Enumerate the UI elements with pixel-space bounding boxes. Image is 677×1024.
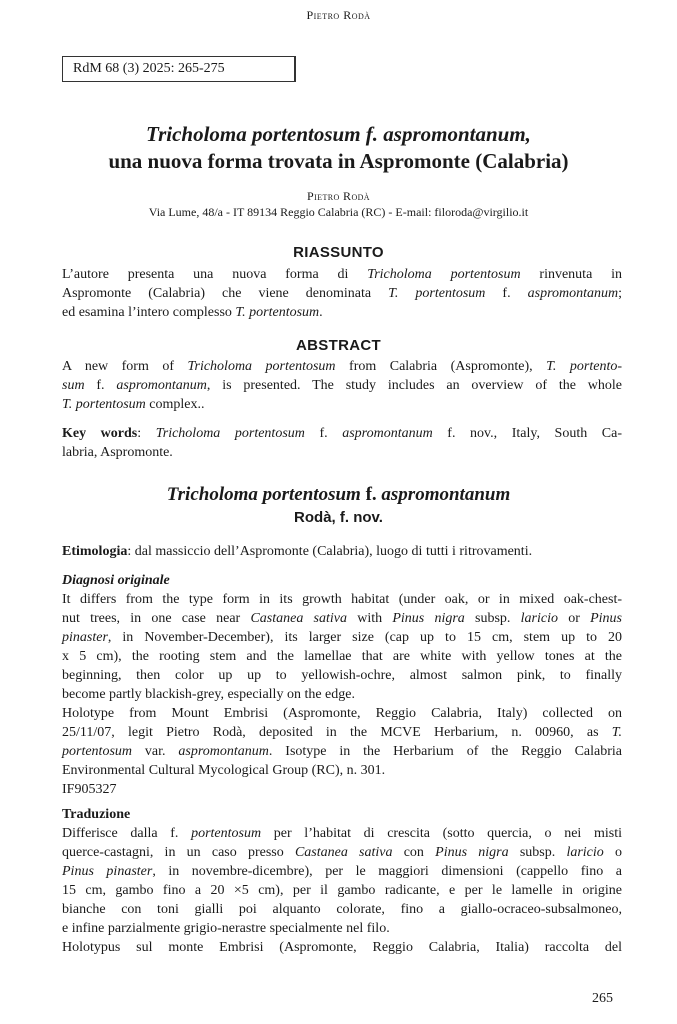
citation-box: RdM 68 (3) 2025: 265-275 (62, 56, 296, 82)
taxon-authority: Rodà, f. nov. (294, 509, 383, 526)
riassunto-text: L’autore presenta una nuova forma di Tricholoma portentosum rinvenuta in Aspromonte (Calabria) che viene denominata T. portentosum f. aspromontanum; ed esamina l’intero complesso T. portentosum. (62, 267, 623, 320)
diagnosi-text: It differs from the type form in its growth habitat (under oak, or in mixed oak-chest- nut trees, in one case near Castanea sativa with Pinus nigra subsp. laricio or Pinus pinaster, in November-December), its larger size (cap up to 15 cm, stem up to 20 x 5 cm), the rooting stem and the lamellae that are white with yellow tones at the beginning, then color up up to yellowish-ochre, almost salmon pink, to finally become partly blackish-grey, especially on the edge. Holotype from Mount Embrisi (Aspromonte, Reggio Calabria, Italy) collected on 25/11/07, legit Pietro Rodà, deposited in the MCVE Herbarium, n. 00960, as T. portentosum var. aspromontanum. Isotype in the Herbarium of the Reggio Calabria Environmental Cultural Mycological Group (RC), n. 301. IF905327 (62, 592, 622, 797)
article-title-line-1 (40, 121, 637, 147)
etimologia: Etimologia: dal massiccio dell’Aspromonte (Calabria), luogo di tutti i ritrovamenti. (62, 544, 533, 559)
author-address: Via Lume, 48/a - IT 89134 Reggio Calabria (RC) - E-mail: filoroda@virgilio.it (148, 205, 529, 219)
traduzione-text: Differisce dalla f. portentosum per l’habitat di crescita (sotto quercia, o nei misti querce-castagni, in un caso presso Castanea sativa con Pinus nigra subsp. laricio o Pinus pinaster, in novembre-dicembre), per le maggiori dimensioni (cappello fino a 15 cm, gambo fino a 20 ×5 cm), per il gambo radicante, e per le lamelle in origine bianche con toni gialli poi alquanto colorate, fino a giallo-ocraceo-subsalmoneo, e infine parzialmente grigio-nerastre specialmente nel filo. Holotypus sul monte Embrisi (Aspromonte, Reggio Calabria, Italia) raccolta del (62, 826, 623, 955)
taxon-name: Tricholoma portentosum f. aspromontanum (166, 484, 511, 505)
article-title-line-2: una nuova forma trovata in Aspromonte (Calabria) (108, 149, 569, 173)
keywords: Key words: Tricholoma portentosum f. aspromontanum f. nov., Italy, South Ca- labria, Aspromonte. (62, 426, 623, 460)
diagnosi-heading: Diagnosi originale (62, 573, 170, 588)
etimologia-label: Etimologia (62, 544, 128, 559)
title-italic: Tricholoma portentosum f. aspromontanum, (146, 122, 531, 146)
page-number: 265 (592, 991, 613, 1006)
abstract-heading: ABSTRACT (296, 337, 381, 354)
riassunto-heading: RIASSUNTO (293, 244, 384, 261)
abstract-text: A new form of Tricholoma portentosum from Calabria (Aspromonte), T. portento- sum f. aspromontanum, is presented. The study includes an overview of the whole T. portentosum complex.. (62, 359, 622, 412)
author-name: Pietro Rodà (307, 189, 370, 203)
running-head: Pietro Rodà (306, 8, 371, 22)
traduzione-heading: Traduzione (62, 807, 131, 822)
keywords-label: Key words (62, 426, 138, 441)
